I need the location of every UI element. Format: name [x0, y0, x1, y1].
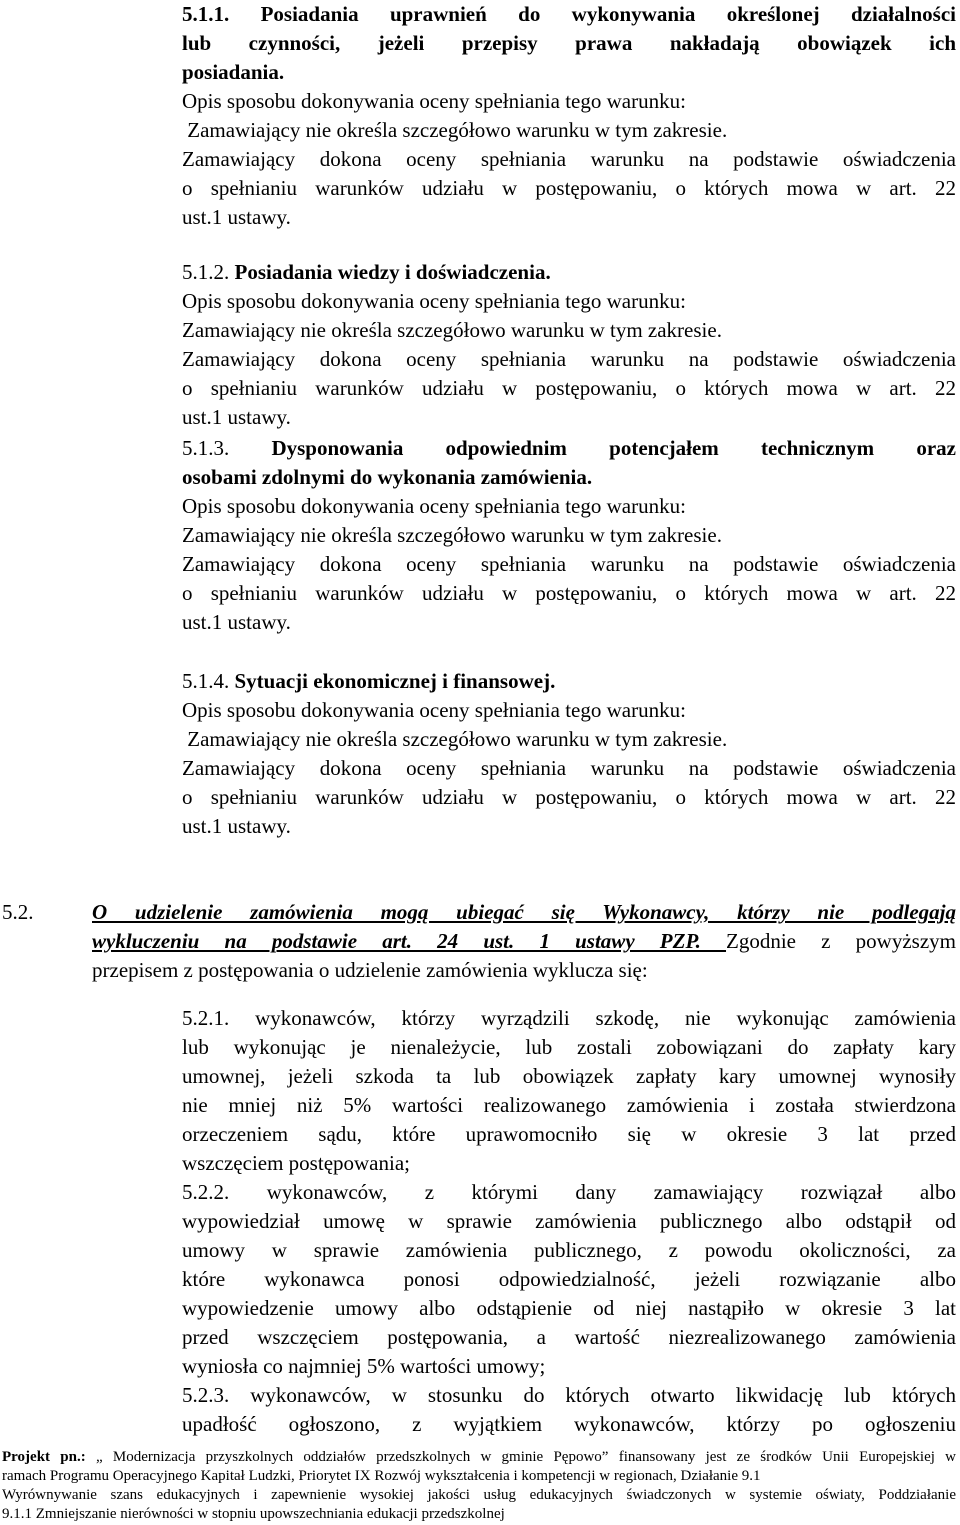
body-line: Zamawiający nie określa szczegółowo warunku w tym zakresie.: [182, 318, 722, 342]
body-line: ust.1 ustawy.: [182, 405, 291, 429]
body-line: nie mniej niż 5% wartości realizowanego zamówienia i została stwierdzona: [182, 1093, 956, 1117]
body-line: o spełnianiu warunków udziału w postępowaniu, o których mowa w art. 22: [182, 785, 956, 809]
body-line: ust.1 ustawy.: [182, 814, 291, 838]
section-5-1-3: [182, 434, 956, 637]
footer-line: [2, 1448, 956, 1467]
opis-line: Opis sposobu dokonywania oceny spełniania tego warunku:: [182, 89, 686, 113]
body-line: przepisem z postępowania o udzielenie zamówienia wyklucza się:: [92, 958, 648, 982]
section-heading: Dysponowania odpowiednim potencjałem technicznym oraz: [271, 436, 956, 460]
section-5-2-3: [182, 1381, 956, 1439]
section-heading: [92, 898, 956, 927]
section-heading: lub czynności, jeżeli przepisy prawa nakładają obowiązek ich: [182, 31, 956, 55]
underlined-heading: wykluczeniu na podstawie art. 24 ust. 1 ustawy PZP.: [92, 929, 727, 953]
section-heading: Sytuacji ekonomicznej i finansowej.: [234, 669, 556, 693]
section-5-1-2: [182, 258, 956, 432]
body-line: 5.2.3. wykonawców, w stosunku do których otwarto likwidację lub których: [182, 1383, 956, 1407]
body-line: umownej, jeżeli szkoda ta lub obowiązek zapłaty kary umownej wynosiły: [182, 1064, 956, 1088]
section-number: 5.2.: [2, 900, 34, 924]
body-line: Zamawiający nie określa szczegółowo warunku w tym zakresie.: [182, 523, 722, 547]
body-line: ust.1 ustawy.: [182, 205, 291, 229]
section-heading-line: [182, 667, 956, 696]
body-line: Zamawiający nie określa szczegółowo warunku w tym zakresie.: [182, 118, 728, 142]
page-footer: [2, 1448, 956, 1524]
opis-line: Opis sposobu dokonywania oceny spełniania tego warunku:: [182, 698, 686, 722]
section-heading-line: [182, 258, 956, 287]
body-line: wszczęciem postępowania;: [182, 1151, 410, 1175]
body-line: 5.2.2. wykonawców, z którymi dany zamawiający rozwiązał albo: [182, 1180, 956, 1204]
footer-text: „ Modernizacja przyszkolnych oddziałów przedszkolnych w gminie Pępowo” finansowany jest ze środków Unii Europejskiej w: [85, 1449, 956, 1465]
section-heading: 5.1.1. Posiadania uprawnień do wykonywania określonej działalności: [182, 2, 956, 26]
body-line: o spełnianiu warunków udziału w postępowaniu, o których mowa w art. 22: [182, 176, 956, 200]
section-5-1-4: [182, 667, 956, 841]
body-line: upadłość ogłoszono, z wyjątkiem wykonawców, którzy po ogłoszeniu: [182, 1412, 956, 1436]
opis-line: Opis sposobu dokonywania oceny spełniania tego warunku:: [182, 494, 686, 518]
footer-line: ramach Programu Operacyjnego Kapitał Ludzki, Priorytet IX Rozwój wykształcenia i kompetencji w regionach, Działanie 9.1: [2, 1468, 761, 1484]
footer-line: 9.1.1 Zmniejszanie nierówności w stopniu upowszechniania edukacji przedszkolnej: [2, 1506, 505, 1522]
body-line: 5.2.1. wykonawców, którzy wyrządzili szkodę, nie wykonując zamówienia: [182, 1006, 956, 1030]
section-5-2-1: [182, 1004, 956, 1178]
body-line: Zamawiający dokona oceny spełniania warunku na podstawie oświadczenia: [182, 552, 956, 576]
footer-label: Projekt pn.:: [2, 1449, 86, 1465]
section-5-2: [0, 898, 956, 985]
body-line: umowy w sprawie zamówienia publicznego, z powodu okoliczności, za: [182, 1238, 956, 1262]
section-number: 5.1.4.: [182, 669, 235, 693]
section-number: 5.1.3.: [182, 436, 272, 460]
opis-line: Opis sposobu dokonywania oceny spełniania tego warunku:: [182, 289, 686, 313]
section-heading-line: [182, 434, 956, 463]
section-heading: posiadania.: [182, 60, 285, 84]
body-line: o spełnianiu warunków udziału w postępowaniu, o których mowa w art. 22: [182, 376, 956, 400]
section-heading: Posiadania wiedzy i doświadczenia.: [234, 260, 551, 284]
body-line: wypowiedział umowę w sprawie zamówienia publicznego albo odstąpił od: [182, 1209, 956, 1233]
body-line: Zamawiający nie określa szczegółowo warunku w tym zakresie.: [182, 727, 728, 751]
section-heading: osobami zdolnymi do wykonania zamówienia.: [182, 465, 593, 489]
body-line: o spełnianiu warunków udziału w postępowaniu, o których mowa w art. 22: [182, 581, 956, 605]
body-line: przed wszczęciem postępowania, a wartość niezrealizowanego zamówienia: [182, 1325, 956, 1349]
body-text: Zgodnie z powyższym: [726, 929, 956, 953]
body-line: wypowiedzenie umowy albo odstąpienie od niej nastąpiło w okresie 3 lat: [182, 1296, 956, 1320]
body-line: ust.1 ustawy.: [182, 610, 291, 634]
body-line: wyniosła co najmniej 5% wartości umowy;: [182, 1354, 546, 1378]
footer-line: Wyrównywanie szans edukacyjnych i zapewnienie wysokiej jakości usług edukacyjnych świadczonych w systemie oświaty, Poddziałanie: [2, 1487, 956, 1503]
body-line: Zamawiający dokona oceny spełniania warunku na podstawie oświadczenia: [182, 347, 956, 371]
section-5-1-1: [182, 0, 956, 232]
body-line: które wykonawca ponosi odpowiedzialność, jeżeli rozwiązanie albo: [182, 1267, 956, 1291]
section-heading-line: [92, 927, 956, 956]
section-5-2-2: [182, 1178, 956, 1381]
underlined-heading: O udzielenie zamówienia mogą ubiegać się Wykonawcy, którzy nie podlegają: [92, 900, 956, 924]
body-line: Zamawiający dokona oceny spełniania warunku na podstawie oświadczenia: [182, 147, 956, 171]
body-line: orzeczeniem sądu, które uprawomocniło się w okresie 3 lat przed: [182, 1122, 956, 1146]
body-line: lub wykonując je nienależycie, lub zostali zobowiązani do zapłaty kary: [182, 1035, 956, 1059]
body-line: Zamawiający dokona oceny spełniania warunku na podstawie oświadczenia: [182, 756, 956, 780]
section-number: 5.1.2.: [182, 260, 235, 284]
